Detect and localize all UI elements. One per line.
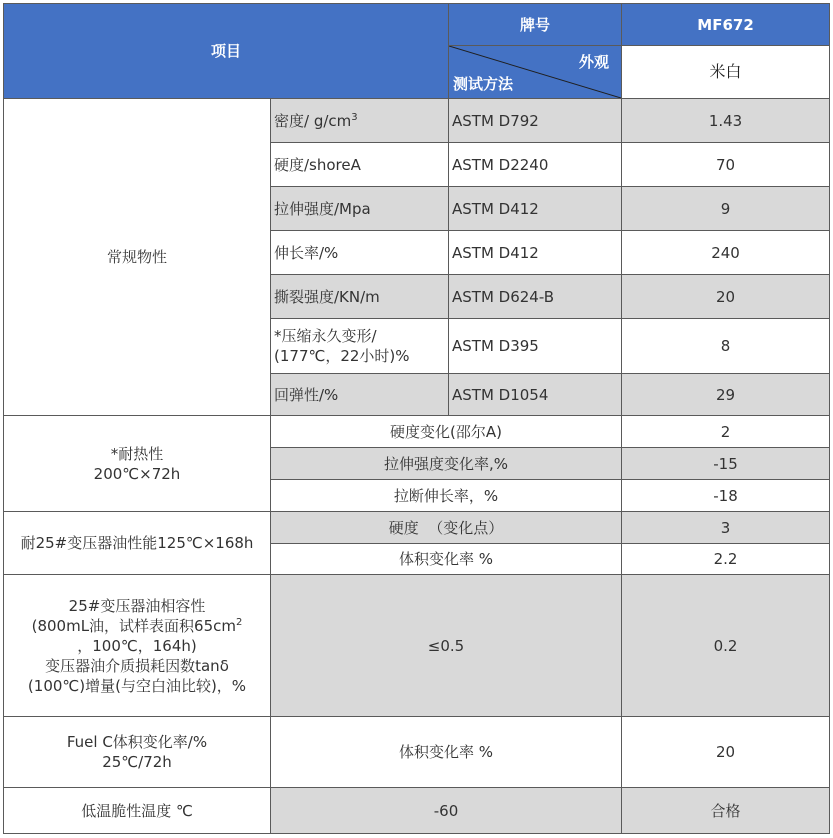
category-heat-line1: *耐热性 xyxy=(110,444,164,463)
compat-line3: ，100℃，164h) xyxy=(77,636,197,655)
test-method-label: 测试方法 xyxy=(453,75,514,93)
method-elongation: ASTM D412 xyxy=(449,231,622,275)
prop-density-text: 密度/ g/cm xyxy=(274,111,352,130)
appearance-label: 外观 xyxy=(579,53,610,71)
category-lowtemp: 低温脆性温度 ℃ xyxy=(4,788,271,834)
compat-line2-text: (800mL油，试样表面积65cm xyxy=(31,616,237,635)
header-brand-label: 牌号 xyxy=(449,4,622,46)
prop-density-sup: 3 xyxy=(351,111,358,123)
compat-line2 xyxy=(7,616,267,636)
prop-oil-volume: 体积变化率 % xyxy=(271,544,622,575)
method-hardness: ASTM D2240 xyxy=(449,143,622,187)
prop-elongation: 伸长率/% xyxy=(271,231,449,275)
category-general: 常规物性 xyxy=(4,99,271,416)
prop-heat-elongation: 拉断伸长率，% xyxy=(271,480,622,512)
compat-criterion: ≤0.5 xyxy=(271,575,622,717)
lowtemp-criterion: -60 xyxy=(271,788,622,834)
prop-compression-set xyxy=(271,319,449,374)
value-resilience: 29 xyxy=(622,374,830,416)
compat-value: 0.2 xyxy=(622,575,830,717)
compat-line4: 变压器油介质损耗因数tanδ xyxy=(45,656,229,675)
prop-resilience: 回弹性/% xyxy=(271,374,449,416)
value-heat-elongation: -18 xyxy=(622,480,830,512)
prop-density xyxy=(271,99,449,143)
method-compression-set: ASTM D395 xyxy=(449,319,622,374)
compat-line5: (100℃)增量(与空白油比较)，% xyxy=(27,676,247,695)
spec-table xyxy=(3,3,830,834)
value-fuel-volume: 20 xyxy=(622,717,830,788)
lowtemp-value: 合格 xyxy=(622,788,830,834)
prop-tear: 撕裂强度/KN/m xyxy=(271,275,449,319)
prop-compression-set-line1: *压缩永久变形/ xyxy=(274,327,377,345)
category-fuel xyxy=(4,717,271,788)
value-elongation: 240 xyxy=(622,231,830,275)
value-hardness: 70 xyxy=(622,143,830,187)
prop-hardness: 硬度/shoreA xyxy=(271,143,449,187)
category-oil: 耐25#变压器油性能125℃×168h xyxy=(4,512,271,575)
value-compression-set: 8 xyxy=(622,319,830,374)
fuel-line1: Fuel C体积变化率/% xyxy=(66,733,208,751)
value-heat-tensile: -15 xyxy=(622,448,830,480)
value-oil-hardness: 3 xyxy=(622,512,830,544)
header-item-text: 项目 xyxy=(211,42,242,60)
fuel-line2: 25℃/72h xyxy=(102,753,172,771)
compat-line2-sup: 2 xyxy=(236,616,243,628)
method-density: ASTM D792 xyxy=(449,99,622,143)
header-item xyxy=(4,4,449,99)
prop-compression-set-line2: (177℃，22小时)% xyxy=(274,347,410,365)
value-density: 1.43 xyxy=(622,99,830,143)
prop-heat-tensile: 拉伸强度变化率,% xyxy=(271,448,622,480)
method-tear: ASTM D624-B xyxy=(449,275,622,319)
category-compat xyxy=(4,575,271,717)
method-tensile: ASTM D412 xyxy=(449,187,622,231)
prop-oil-hardness: 硬度 （变化点） xyxy=(271,512,622,544)
value-tear: 20 xyxy=(622,275,830,319)
prop-tensile: 拉伸强度/Mpa xyxy=(271,187,449,231)
value-tensile: 9 xyxy=(622,187,830,231)
prop-heat-hardness: 硬度变化(邵尔A) xyxy=(271,416,622,448)
appearance-value: 米白 xyxy=(622,46,830,99)
method-resilience: ASTM D1054 xyxy=(449,374,622,416)
category-heat xyxy=(4,416,271,512)
header-diagonal-cell xyxy=(449,46,622,99)
value-oil-volume: 2.2 xyxy=(622,544,830,575)
value-heat-hardness: 2 xyxy=(622,416,830,448)
header-brand-value: MF672 xyxy=(622,4,830,46)
prop-fuel-volume: 体积变化率 % xyxy=(271,717,622,788)
compat-line1: 25#变压器油相容性 xyxy=(68,596,206,615)
category-heat-line2: 200℃×72h xyxy=(93,464,181,483)
